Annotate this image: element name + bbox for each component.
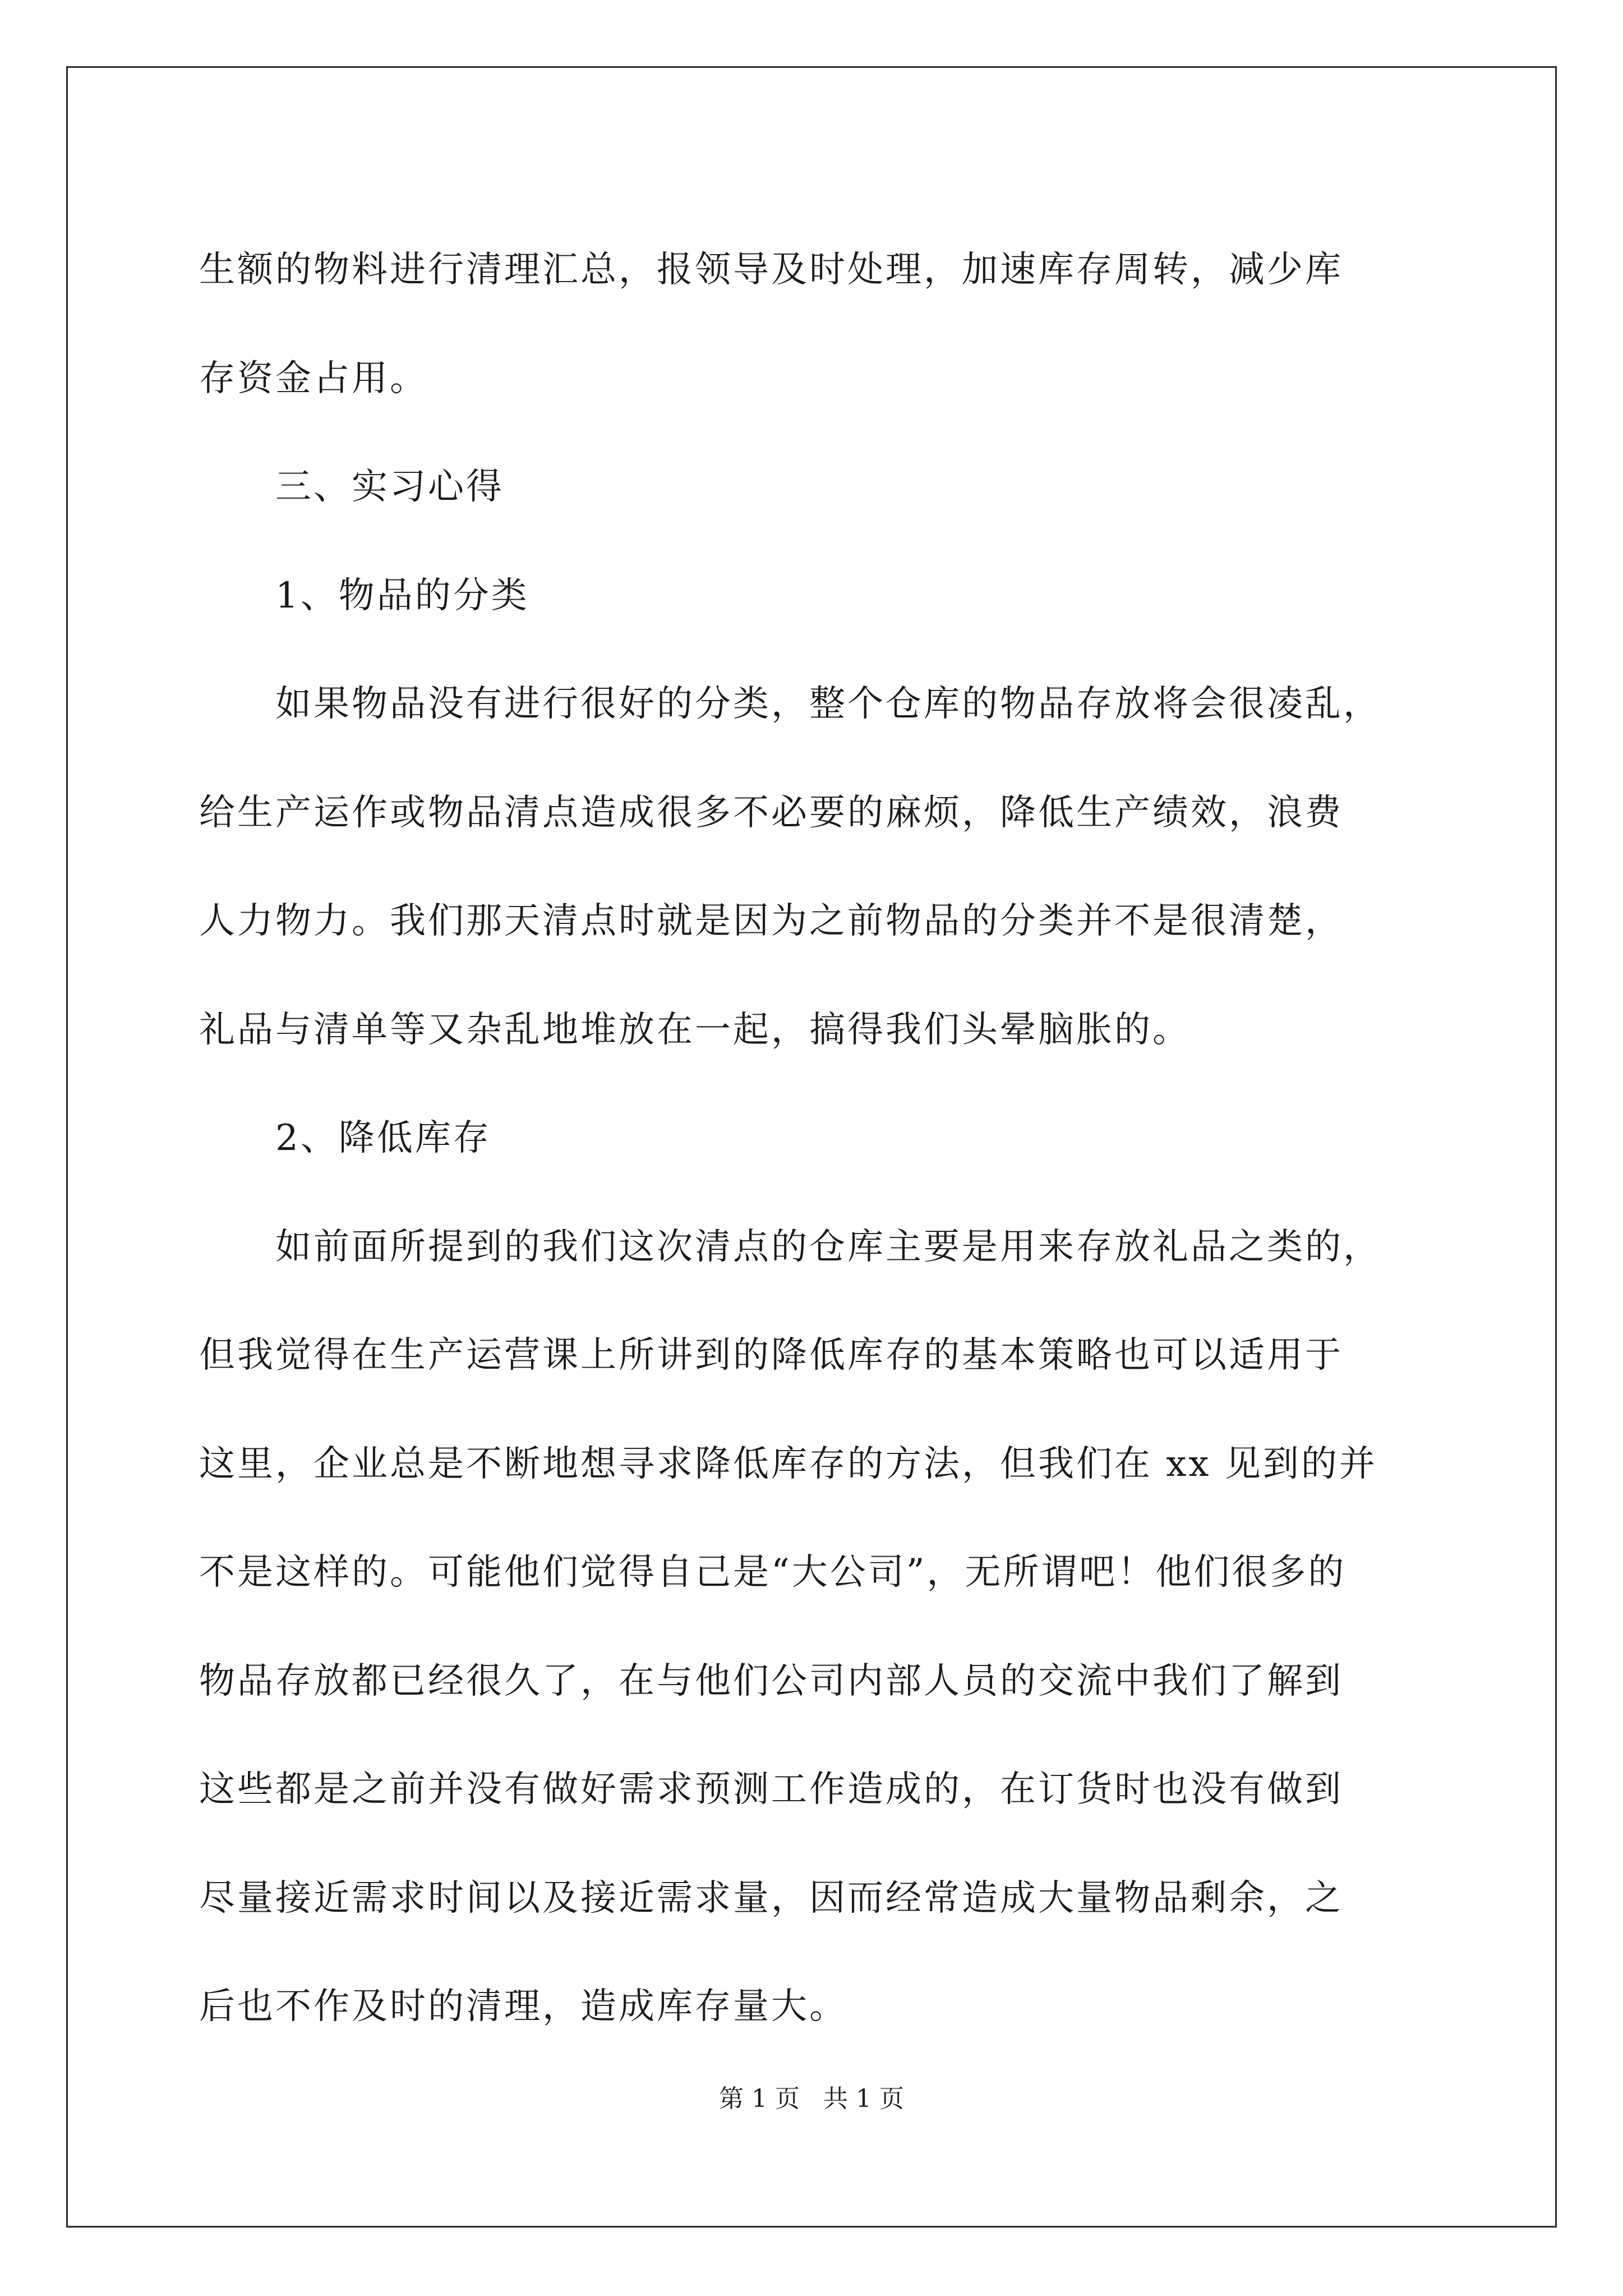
document-body bbox=[199, 216, 1433, 2062]
section-heading bbox=[199, 433, 1433, 542]
text-line: 尽量接近需求时间以及接近需求量，因而经常造成大量物品剩余，之 bbox=[199, 1877, 1343, 1919]
text-line: 如前面所提到的我们这次清点的仓库主要是用来存放礼品之类的， bbox=[275, 1226, 1381, 1268]
text-line: 存资金占用。 bbox=[199, 357, 428, 399]
heading-text: 三、实习心得 bbox=[275, 466, 504, 508]
subsection-heading bbox=[199, 1084, 1433, 1193]
page-number-footer: 第 1 页 共 1 页 bbox=[719, 2085, 904, 2113]
body-paragraph bbox=[199, 1193, 1433, 2062]
text-line: 这些都是之前并没有做好需求预测工作造成的，在订货时也没有做到 bbox=[199, 1769, 1343, 1810]
text-line: 后也不作及时的清理，造成库存量大。 bbox=[199, 1986, 847, 2027]
paragraph-continuation bbox=[199, 216, 1433, 433]
subsection-heading bbox=[199, 542, 1433, 651]
body-paragraph bbox=[199, 650, 1433, 1084]
text-line: 这里，企业总是不断地想寻求降低库存的方法，但我们在 xx 见到的并 bbox=[199, 1443, 1377, 1485]
text-line: 物品存放都已经很久了，在与他们公司内部人员的交流中我们了解到 bbox=[199, 1660, 1343, 1702]
text-line: 不是这样的。可能他们觉得自己是“大公司”，无所谓吧！他们很多的 bbox=[199, 1552, 1347, 1593]
heading-text: 1、物品的分类 bbox=[275, 574, 529, 616]
text-line: 给生产运作或物品清点造成很多不必要的麻烦，降低生产绩效，浪费 bbox=[199, 792, 1343, 834]
text-line: 礼品与清单等又杂乱地堆放在一起，搞得我们头晕脑胀的。 bbox=[199, 1009, 1191, 1051]
text-line: 生额的物料进行清理汇总，报领导及时处理，加速库存周转，减少库 bbox=[199, 249, 1343, 291]
text-line: 但我觉得在生产运营课上所讲到的降低库存的基本策略也可以适用于 bbox=[199, 1335, 1343, 1376]
heading-text: 2、降低库存 bbox=[275, 1117, 491, 1159]
text-line: 如果物品没有进行很好的分类，整个仓库的物品存放将会很凌乱， bbox=[275, 683, 1381, 725]
text-line: 人力物力。我们那天清点时就是因为之前物品的分类并不是很清楚， bbox=[199, 900, 1343, 942]
